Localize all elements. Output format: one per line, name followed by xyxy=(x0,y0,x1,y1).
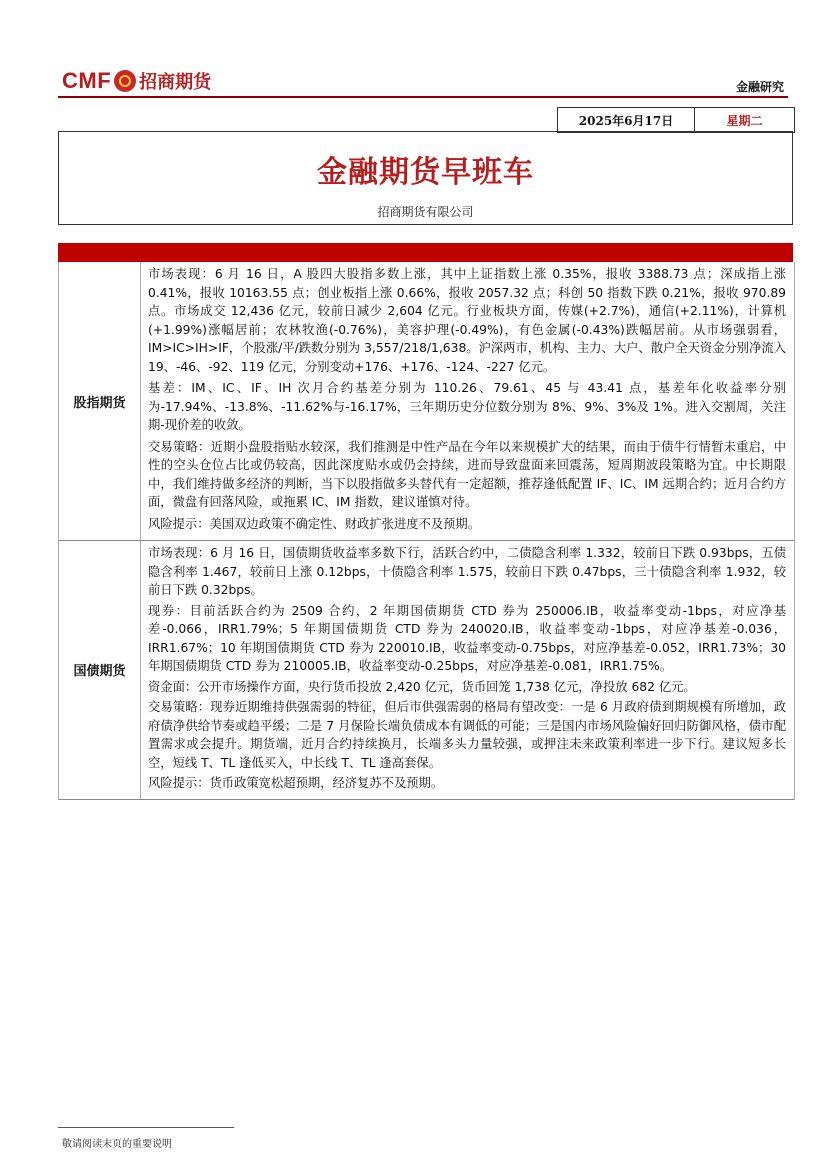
paragraph-cash-bonds: 现券：目前活跃合约为 2509 合约，2 年期国债期货 CTD 券为 250006.IB，收益率变动-1bps，对应净基差-0.066，IRR1.79%；5 年期国债期货 CTD 券为 240020.IB，收益率变动-1bps，对应净基差-0.036，IRR1.67%；10 年期国债期货 CTD 券为 220010.IB，收益率变动-0.75bps，对应净基差-0.052，IRR1.73%；30 年期国债期货 CTD 券为 210005.IB，收益率变动-0.25bps，对应净基差-0.081，IRR1.75%。 xyxy=(148,603,786,673)
paragraph-risk: 风险提示：美国双边政策不确定性、财政扩张进度不及预期。 xyxy=(148,516,481,531)
section-content xyxy=(141,262,794,540)
report-date: 2025年6月17日 xyxy=(558,108,695,132)
title-box xyxy=(58,131,793,225)
section-treasury-futures xyxy=(59,541,794,800)
paragraph-strategy: 交易策略：近期小盘股指贴水较深，我们推测是中性产品在今年以来规模扩大的结果，而由于债牛行情暂未重启，中性的空头仓位占比或仍较高，因此深度贴水或仍会持续，进而导致盘面来回震荡，短周期波段策略为宜。中长期限中，我们维持做多经济的判断，当下以股指做多头替代有一定超额，推荐逢低配置 IF、IC、IM 远期合约；近月合约方面，微盘有回落风险，或拖累 IC、IM 指数，建议谨慎对待。 xyxy=(148,439,786,509)
page-title: 金融期货早班车 xyxy=(317,155,534,190)
section-label: 股指期货 xyxy=(59,262,141,540)
paragraph-risk: 风险提示：货币政策宽松超预期，经济复苏不及预期。 xyxy=(148,776,444,790)
logo-emblem-icon xyxy=(114,70,136,92)
paragraph-strategy: 交易策略：现券近期维持供强需弱的特征，但后市供强需弱的格局有望改变：一是 6 月政府债到期规模有所增加，政府债净供给节奏或趋平缓；二是 7 月保险长端负债成本有调低的可能；三是国内市场风险偏好回归防御风格，债市配置需求或会提升。期货端，近月合约持续换月，长端多头力量较强，或押注未来政策利率进一步下行。建议短多长空，短线 T、TL 逢低买入，中长线 T、TL 逢高套保。 xyxy=(148,700,786,770)
report-weekday: 星期二 xyxy=(726,113,763,128)
paragraph-market-performance: 市场表现：6 月 16 日，A 股四大股指多数上涨，其中上证指数上涨 0.35%，报收 3388.73 点；深成指上涨 0.41%，报收 10163.55 点；创业板指上涨 0.66%，报收 2057.32 点；科创 50 指数下跌 0.21%，报收 970.89 点。市场成交 12,436 亿元，较前日减少 2,604 亿元。行业板块方面，传媒(+2.7%)，通信(+2.11%)，计算机(+1.99%)涨幅居前；农林牧渔(-0.76%)，美容护理(-0.49%)，有色金属(-0.43%)跌幅居前。从市场强弱看，IM>IC>IH>IF，个股涨/平/跌数分别为 3,557/218/1,638。沪深两市，机构、主力、大户、散户全天资金分别净流入 19、-46、-92、119 亿元，分别变动+176、+176、-124、-227 亿元。 xyxy=(148,267,786,374)
paragraph-market-performance: 市场表现：6 月 16 日，国债期货收益率多数下行，活跃合约中，二债隐含利率 1.332，较前日下跌 0.93bps，五债隐含利率 1.467，较前日上涨 0.12bps，十债隐含利率 1.575，较前日下跌 0.47bps，三十债隐含利率 1.932，较前日下跌 0.32bps。 xyxy=(148,546,786,597)
content-table xyxy=(58,262,795,800)
company-logo xyxy=(62,66,211,96)
paragraph-basis: 基差：IM、IC、IF、IH 次月合约基差分别为 110.26、79.61、45 与 43.41 点，基差年化收益率分别为-17.94%、-13.8%、-11.62%与-16.17%，三年期历史分位数分别为 8%、9%、3%及 1%。进入交割周，关注期-现价差的收敛。 xyxy=(148,381,786,432)
footer-divider xyxy=(58,1127,234,1128)
logo-text: CMF xyxy=(62,68,112,93)
document-category: 金融研究 xyxy=(735,80,784,94)
section-stock-index-futures xyxy=(59,262,794,541)
section-label: 国债期货 xyxy=(59,541,141,799)
section-content xyxy=(141,541,794,799)
section-red-bar xyxy=(58,243,793,262)
logo-name: 招商期货 xyxy=(139,72,212,93)
company-name: 招商期货有限公司 xyxy=(377,205,474,219)
footer-note: 敬请阅读末页的重要说明 xyxy=(62,1139,172,1150)
date-box xyxy=(557,107,795,133)
paragraph-liquidity: 资金面：公开市场操作方面，央行货币投放 2,420 亿元，货币回笼 1,738 亿元，净投放 682 亿元。 xyxy=(148,679,696,694)
header-divider xyxy=(58,96,788,98)
